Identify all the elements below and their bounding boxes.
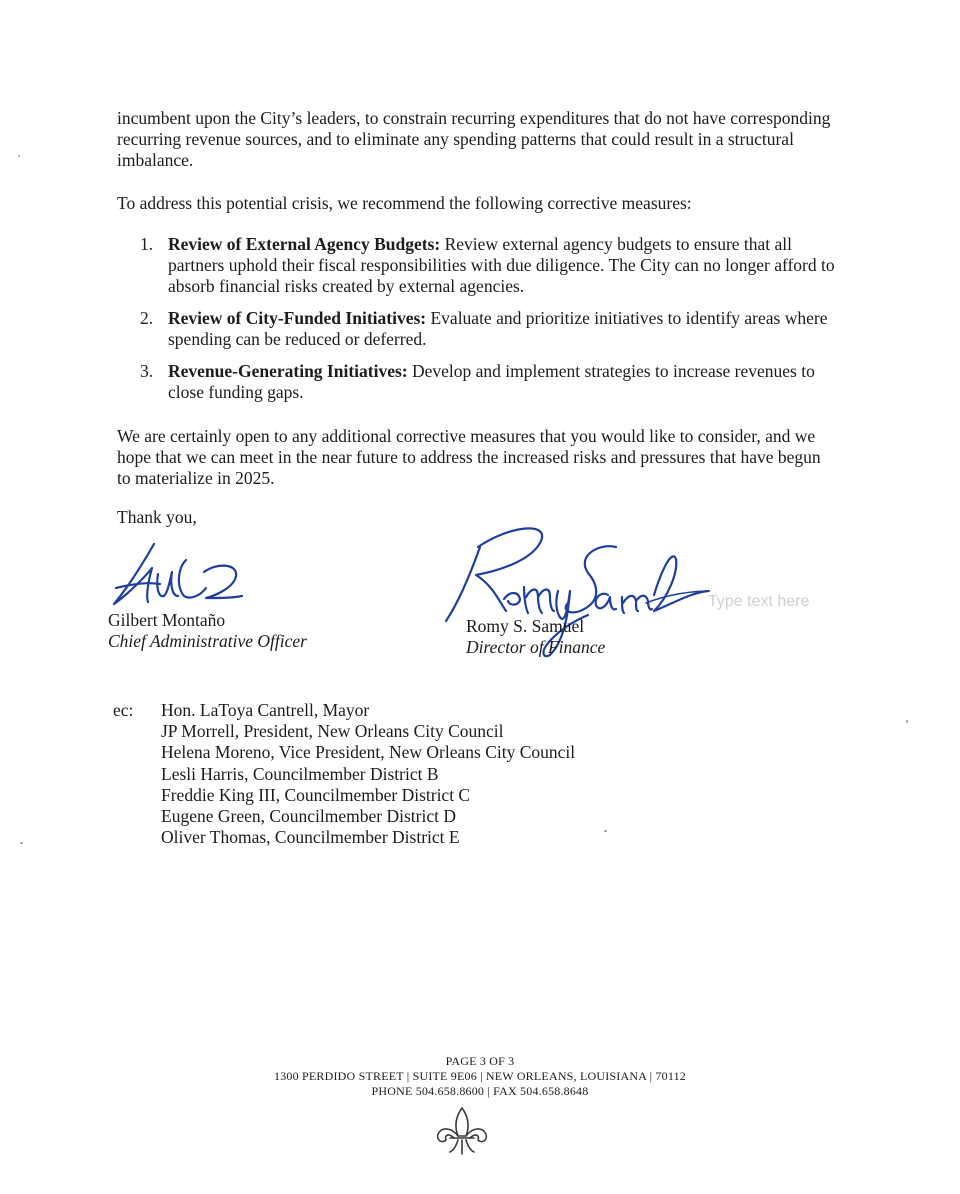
intro-paragraph: incumbent upon the City’s leaders, to constrain recurring expenditures that do not have corresponding recurring revenue sources, and to eliminate any spending patterns that could result in a structural imbalance. — [117, 108, 831, 170]
ec-recipient: Oliver Thomas, Councilmember District E — [161, 827, 460, 848]
ec-recipient: Lesli Harris, Councilmember District B — [161, 763, 439, 784]
signature-left-image — [108, 538, 248, 610]
fleur-de-lis-icon — [434, 1106, 490, 1156]
signature-block-right — [466, 616, 605, 658]
measure-number: 3. — [140, 361, 154, 381]
scan-speck — [604, 830, 607, 832]
scan-speck — [20, 842, 23, 844]
letterhead-footer — [180, 1054, 780, 1099]
measure-item — [140, 234, 840, 297]
signer-name: Gilbert Montaño — [108, 610, 226, 630]
scan-speck — [18, 155, 20, 157]
footer-contact: PHONE 504.658.8600 | FAX 504.658.8648 — [371, 1084, 589, 1098]
measure-heading: Revenue-Generating Initiatives: — [168, 361, 408, 381]
type-text-placeholder[interactable]: Type text here — [708, 593, 810, 610]
ec-recipient: Helena Moreno, Vice President, New Orleans City Council — [161, 742, 576, 763]
ec-recipient: Hon. LaToya Cantrell, Mayor — [161, 700, 370, 720]
measure-text: Develop and implement strategies to increase revenues to close funding gaps. — [168, 361, 815, 402]
ec-recipient-list — [161, 700, 575, 848]
measure-text: Review external agency budgets to ensure that all partners uphold their fiscal responsibilities with due diligence. The City can no longer afford to absorb financial risks created by external agencies. — [168, 234, 835, 296]
ec-recipient: Eugene Green, Councilmember District D — [161, 806, 456, 827]
ec-recipient: JP Morrell, President, New Orleans City Council — [161, 721, 504, 742]
scan-speck — [906, 720, 908, 723]
measure-text: Evaluate and prioritize initiatives to identify areas where spending can be reduced or deferred. — [168, 308, 828, 349]
measure-number: 1. — [140, 234, 154, 254]
signer-title: Director of Finance — [466, 637, 606, 657]
measure-heading: Review of City-Funded Initiatives: — [168, 308, 427, 328]
footer-address: 1300 PERDIDO STREET | SUITE 9E06 | NEW ORLEANS, LOUISIANA | 70112 — [274, 1069, 686, 1083]
signature-block-left — [108, 610, 307, 652]
ec-recipient: Freddie King III, Councilmember District C — [161, 784, 471, 805]
ec-label: ec: — [113, 700, 134, 720]
signer-title: Chief Administrative Officer — [108, 631, 307, 651]
measure-heading: Review of External Agency Budgets: — [168, 234, 441, 254]
recommend-paragraph: To address this potential crisis, we recommend the following corrective measures: — [117, 193, 692, 213]
measure-item — [140, 361, 840, 403]
page-number: PAGE 3 OF 3 — [445, 1054, 515, 1068]
thank-you-line: Thank you, — [117, 507, 197, 527]
corrective-measures-list — [140, 234, 840, 414]
signer-name: Romy S. Samuel — [466, 616, 585, 636]
closing-paragraph: We are certainly open to any additional corrective measures that you would like to consider, and we hope that we can meet in the near future to address the increased risks and pressures that have begun to materialize in 2025. — [117, 426, 821, 488]
measure-item — [140, 308, 840, 350]
measure-number: 2. — [140, 308, 154, 328]
